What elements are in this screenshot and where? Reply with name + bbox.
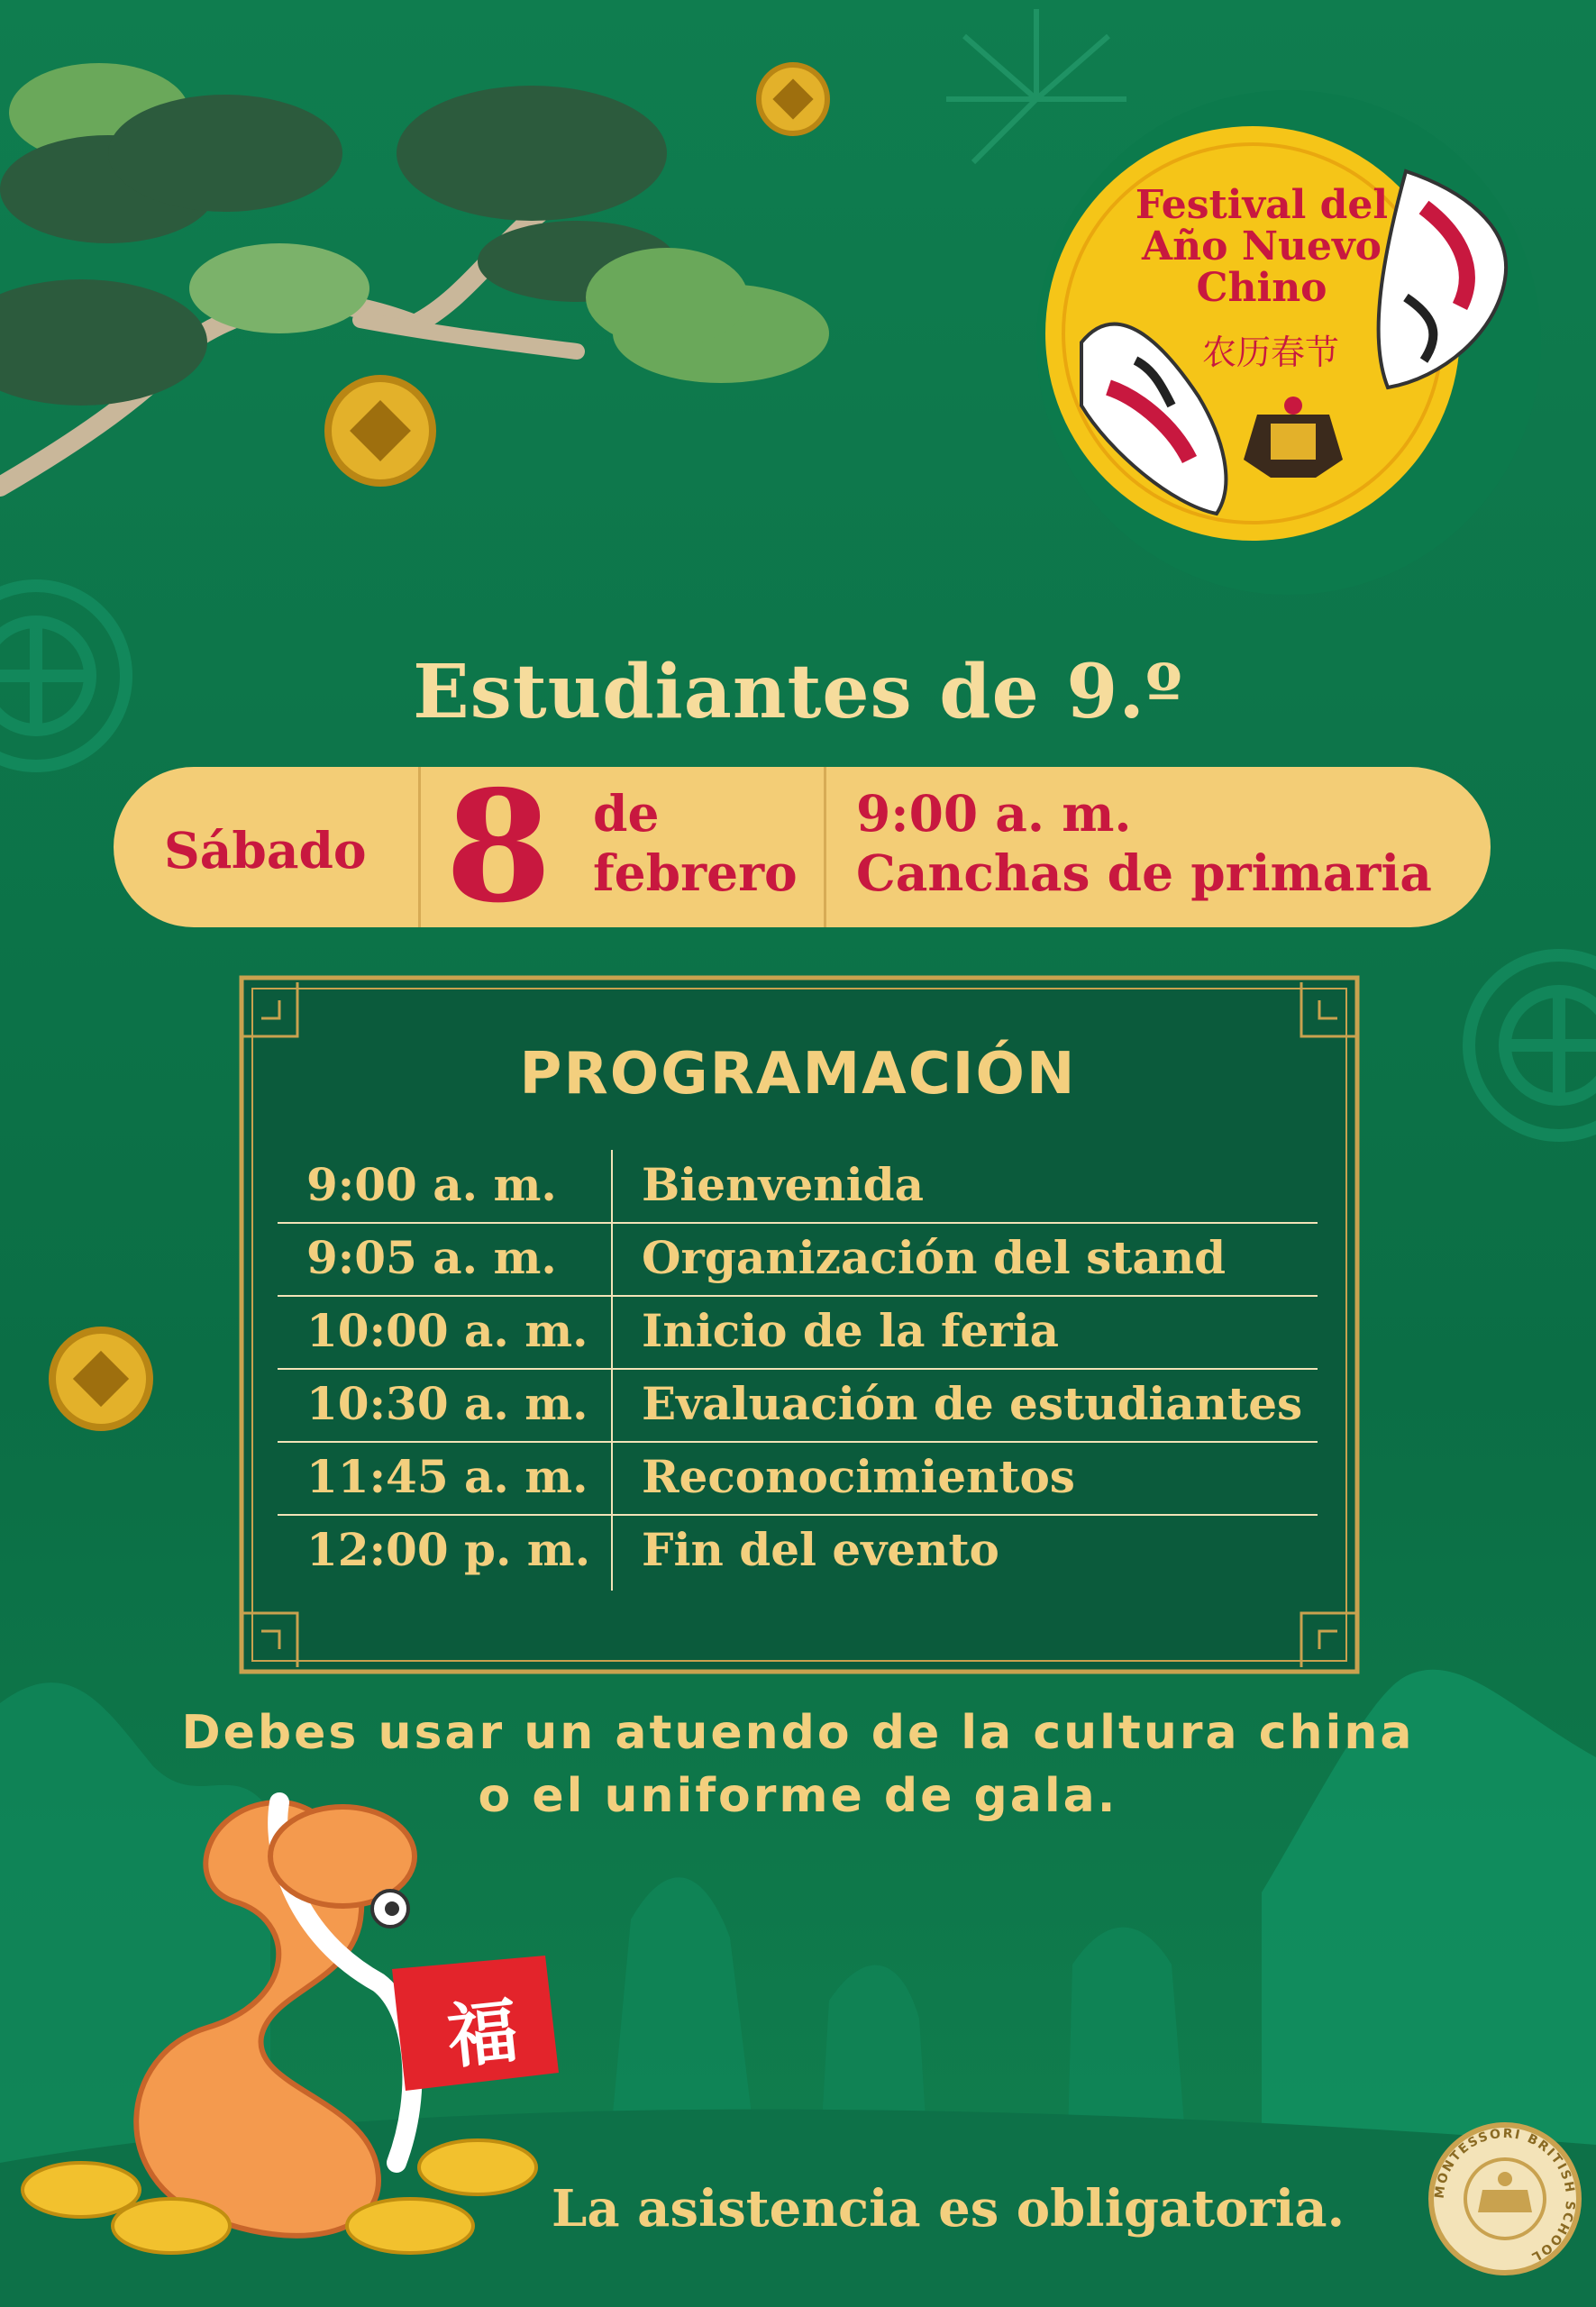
program-time: 9:00 a. m.: [306, 1158, 557, 1211]
program-activity: Evaluación de estudiantes: [642, 1377, 1303, 1430]
program-time: 11:45 a. m.: [306, 1450, 588, 1503]
dress-code-line1: Debes usar un atuendo de la cultura china: [181, 1706, 1415, 1760]
program-activity: Reconocimientos: [642, 1450, 1075, 1503]
start-time: 9:00 a. m.: [856, 784, 1132, 843]
badge-title-line1: Festival del: [1135, 182, 1389, 228]
date-divider: [418, 767, 421, 927]
month-label: febrero: [593, 843, 798, 902]
weekday-label: Sábado: [164, 821, 367, 880]
badge-chinese-title: 农历春节: [1201, 333, 1339, 372]
gold-coin-icon: [759, 65, 827, 133]
date-divider: [824, 767, 826, 927]
program-activity: Inicio de la feria: [642, 1304, 1059, 1357]
program-row: [0, 1158, 1596, 1230]
day-number: 8: [445, 757, 552, 937]
badge-title-line2: Año Nuevo: [1142, 223, 1382, 269]
program-activity: Fin del evento: [642, 1523, 999, 1576]
program-row: [0, 1377, 1596, 1449]
school-seal-text: [1424, 2118, 1586, 2280]
gold-coin-icon: [328, 378, 433, 483]
dress-code-line2: o el uniforme de gala.: [478, 1769, 1118, 1823]
school-seal-label: MONTESSORI BRITISH SCHOOL: [1432, 2126, 1578, 2266]
program-activity: Organización del stand: [642, 1231, 1227, 1284]
program-time: 9:05 a. m.: [306, 1231, 557, 1284]
program-row: [0, 1523, 1596, 1595]
program-time: 10:30 a. m.: [306, 1377, 588, 1430]
program-title: PROGRAMACIÓN: [519, 1041, 1077, 1108]
date-de-label: de: [593, 784, 660, 843]
program-row: [0, 1304, 1596, 1376]
badge-title-line3: Chino: [1196, 265, 1327, 311]
program-time: 10:00 a. m.: [306, 1304, 588, 1357]
fortune-character: 福: [443, 1991, 523, 2079]
program-time: 12:00 p. m.: [306, 1523, 591, 1576]
svg-text:MONTESSORI BRITISH SCHOOL: [1433, 2127, 1578, 2265]
audience-heading: Estudiantes de 9.º: [413, 649, 1183, 735]
program-row: [0, 1231, 1596, 1303]
attendance-note: La asistencia es obligatoria.: [552, 2179, 1345, 2239]
badge-title: [1126, 182, 1397, 311]
program-activity: Bienvenida: [642, 1158, 924, 1211]
event-location: Canchas de primaria: [856, 843, 1432, 902]
program-row: [0, 1450, 1596, 1522]
